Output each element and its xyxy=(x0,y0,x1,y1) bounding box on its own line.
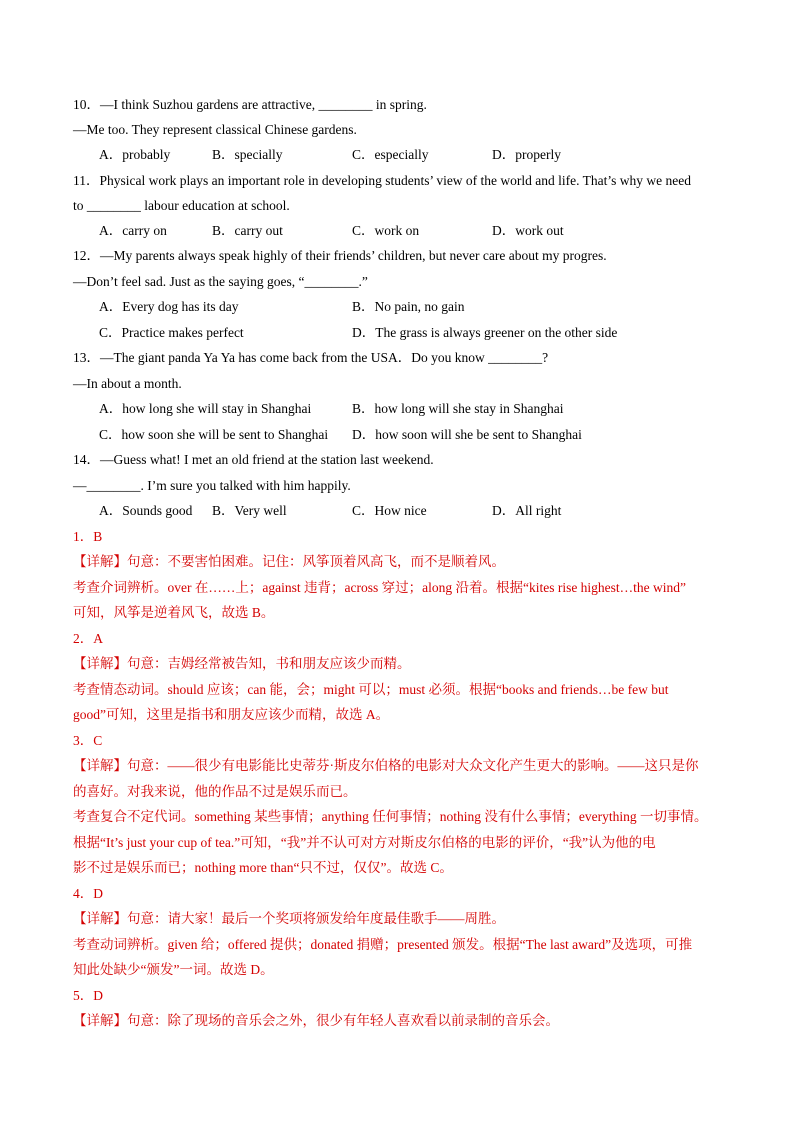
answer-1-key: 1．B xyxy=(73,529,103,544)
question-10-line2: —Me too. They represent classical Chinese gardens. xyxy=(73,122,357,137)
question-12-option-d: D．The grass is always greener on the other side xyxy=(352,325,618,340)
answer-3-line: 【详解】句意：——很少有电影能比史蒂芬·斯皮尔伯格的电影对大众文化产生更大的影响。——这只是你 xyxy=(73,758,699,773)
question-12-line2: —Don’t feel sad. Just as the saying goes, “________.” xyxy=(73,274,368,289)
question-10-option-c: C．especially xyxy=(352,147,429,162)
question-10-option-d: D．properly xyxy=(492,147,561,162)
answer-5-line: 【详解】句意：除了现场的音乐会之外，很少有年轻人喜欢看以前录制的音乐会。 xyxy=(73,1013,559,1028)
answer-4-line: 【详解】句意：请大家！最后一个奖项将颁发给年度最佳歌手——周胜。 xyxy=(73,911,505,926)
answer-1-line: 考查介词辨析。over 在……上；against 违背；across 穿过；along 沿着。根据“kites rise highest…the wind” xyxy=(73,580,687,595)
question-12-stem: 12．—My parents always speak highly of their friends’ children, but never care about my progres. xyxy=(73,248,607,263)
answer-4-key: 4．D xyxy=(73,886,103,901)
answer-2-line: 考查情态动词。should 应该；can 能，会；might 可以；must 必须。根据“books and friends…be few but xyxy=(73,682,669,697)
question-11-option-d: D．work out xyxy=(492,223,564,238)
answer-3-line: 影不过是娱乐而已；nothing more than“只不过，仅仅”。故选 C。 xyxy=(73,860,453,875)
question-12-option-a: A．Every dog has its day xyxy=(99,299,239,314)
question-10-option-a: A．probably xyxy=(99,147,171,162)
question-10-option-b: B．specially xyxy=(212,147,283,162)
answer-1-line: 可知，风筝是逆着风飞，故选 B。 xyxy=(73,605,275,620)
question-14-option-a: A．Sounds good xyxy=(99,503,193,518)
answer-1-line: 【详解】句意：不要害怕困难。记住：风筝顶着风高飞，而不是顺着风。 xyxy=(73,554,505,569)
question-12-option-b: B．No pain, no gain xyxy=(352,299,465,314)
question-11-line2: to ________ labour education at school. xyxy=(73,198,290,213)
question-13-stem: 13．—The giant panda Ya Ya has come back from the USA．Do you know ________? xyxy=(73,350,549,365)
question-14-stem: 14．—Guess what! I met an old friend at the station last weekend. xyxy=(73,452,434,467)
answer-4-line: 考查动词辨析。given 给；offered 提供；donated 捐赠；presented 颁发。根据“The last award”及选项，可推 xyxy=(73,937,693,952)
answer-5-key: 5．D xyxy=(73,988,103,1003)
question-13-line2: —In about a month. xyxy=(73,376,182,391)
answer-3-line: 的喜好。对我来说，他的作品不过是娱乐而已。 xyxy=(73,784,357,799)
question-11-option-c: C．work on xyxy=(352,223,420,238)
question-13-option-c: C．how soon she will be sent to Shanghai xyxy=(99,427,329,442)
question-11-option-a: A．carry on xyxy=(99,223,167,238)
question-13-option-d: D．how soon will she be sent to Shanghai xyxy=(352,427,582,442)
question-13-option-a: A．how long she will stay in Shanghai xyxy=(99,401,312,416)
answer-2-line: 【详解】句意：吉姆经常被告知，书和朋友应该少而精。 xyxy=(73,656,411,671)
question-14-line2: —________. I’m sure you talked with him happily. xyxy=(73,478,351,493)
question-11-stem: 11．Physical work plays an important role in developing students’ view of the world and life. That’s why we need xyxy=(73,173,691,188)
answer-2-key: 2．A xyxy=(73,631,103,646)
answer-3-line: 考查复合不定代词。something 某些事情；anything 任何事情；nothing 没有什么事情；everything 一切事情。 xyxy=(73,809,708,824)
question-14-option-d: D．All right xyxy=(492,503,562,518)
question-14-option-c: C．How nice xyxy=(352,503,427,518)
answer-3-line: 根据“It’s just your cup of tea.”可知，“我”并不认可对方对斯皮尔伯格的电影的评价，“我”认为他的电 xyxy=(73,835,656,850)
answer-3-key: 3．C xyxy=(73,733,103,748)
answer-2-line: good”可知，这里是指书和朋友应该少而精，故选 A。 xyxy=(73,707,390,722)
question-14-option-b: B．Very well xyxy=(212,503,287,518)
question-11-option-b: B．carry out xyxy=(212,223,283,238)
question-13-option-b: B．how long will she stay in Shanghai xyxy=(352,401,564,416)
question-12-option-c: C．Practice makes perfect xyxy=(99,325,244,340)
question-10-stem: 10．—I think Suzhou gardens are attractive, ________ in spring. xyxy=(73,97,427,112)
answer-4-line: 知此处缺少“颁发”一词。故选 D。 xyxy=(73,962,274,977)
